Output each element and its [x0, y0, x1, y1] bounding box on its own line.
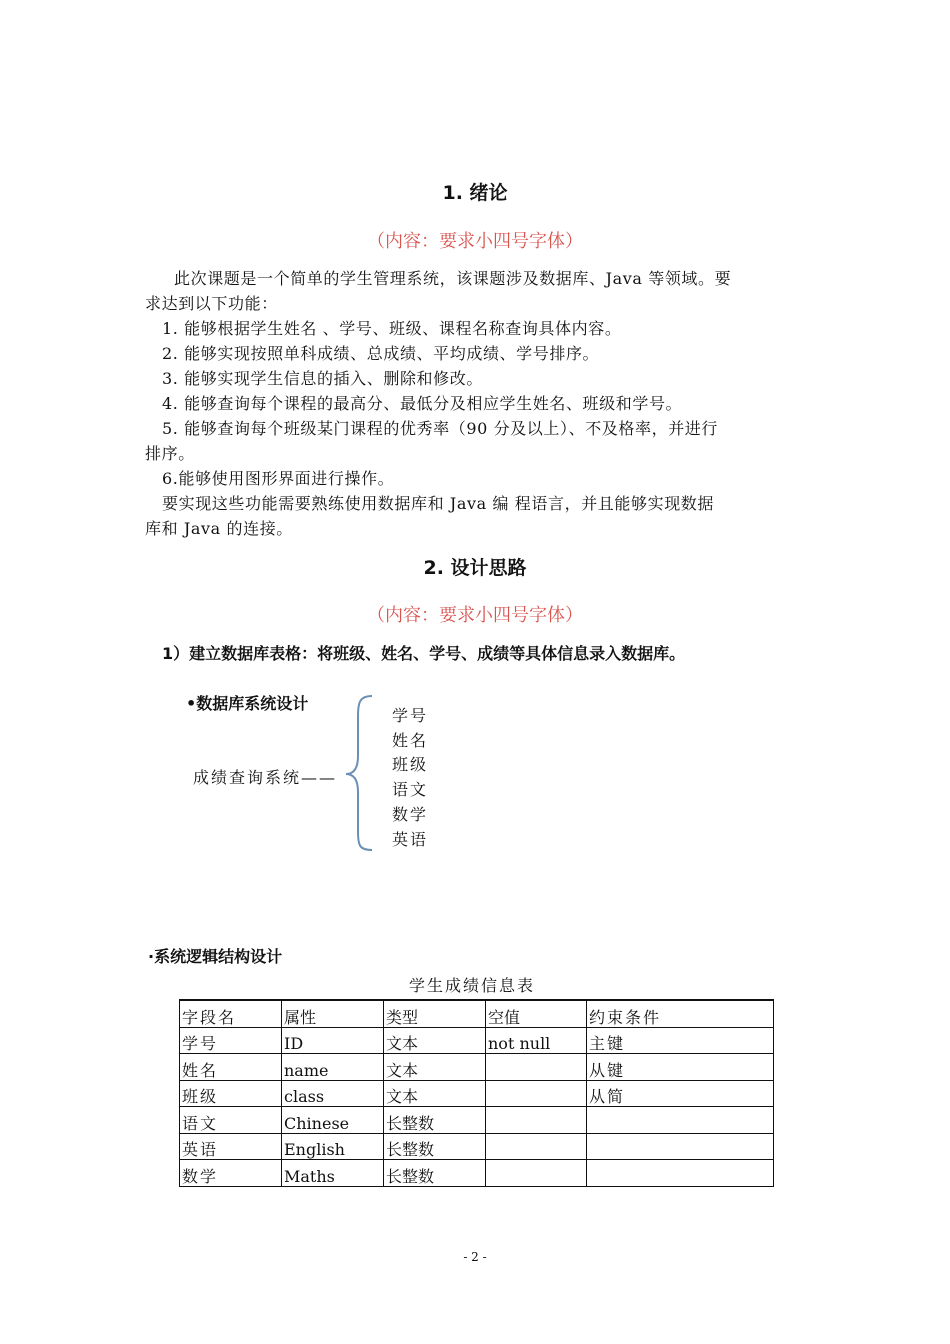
logic-structure-title: ·系统逻辑结构设计	[148, 947, 283, 966]
db-design-title: •数据库系统设计	[186, 694, 309, 713]
table-cell: 班级	[180, 1080, 282, 1107]
section-1-heading: 1. 绪论	[442, 182, 508, 204]
feature-item-4: 4. 能够查询每个课程的最高分、最低分及相应学生姓名、班级和学号。	[162, 394, 683, 413]
table-header-cell: 类型	[384, 1000, 486, 1027]
table-row	[180, 1027, 774, 1054]
section-2-font-note: （内容：要求小四号字体）	[367, 605, 583, 626]
curly-brace-icon	[340, 690, 380, 855]
outro-line-2: 库和 Java 的连接。	[145, 519, 293, 538]
table-caption: 学生成绩信息表	[409, 976, 536, 995]
table-header-cell: 空值	[486, 1000, 587, 1027]
table-cell: 从键	[587, 1054, 774, 1081]
table-row	[180, 1107, 774, 1134]
table-cell	[486, 1160, 587, 1187]
table-header-row	[180, 1000, 774, 1027]
table-cell: 文本	[384, 1080, 486, 1107]
section-2-heading: 2. 设计思路	[423, 557, 527, 579]
feature-item-1: 1. 能够根据学生姓名 、学号、班级、课程名称查询具体内容。	[162, 319, 622, 338]
table-cell: 主键	[587, 1027, 774, 1054]
feature-item-3: 3. 能够实现学生信息的插入、删除和修改。	[162, 369, 483, 388]
table-cell: 文本	[384, 1027, 486, 1054]
feature-item-2: 2. 能够实现按照单科成绩、总成绩、平均成绩、学号排序。	[162, 344, 600, 363]
tree-item-name: 姓名	[392, 731, 429, 750]
table-cell	[486, 1054, 587, 1081]
table-cell: ID	[282, 1027, 384, 1054]
tree-item-english: 英语	[392, 830, 429, 849]
table-cell	[587, 1160, 774, 1187]
table-cell	[486, 1080, 587, 1107]
table-cell: Chinese	[282, 1107, 384, 1134]
feature-item-5: 5. 能够查询每个班级某门课程的优秀率（90 分及以上）、不及格率，并进行	[162, 419, 718, 438]
outro-line-1: 要实现这些功能需要熟练使用数据库和 Java 编 程语言，并且能够实现数据	[162, 494, 714, 513]
table-cell	[486, 1133, 587, 1160]
table-cell: not null	[486, 1027, 587, 1054]
table-header-cell: 属性	[282, 1000, 384, 1027]
table-cell: 文本	[384, 1054, 486, 1081]
table-cell: 语文	[180, 1107, 282, 1134]
student-score-table	[179, 999, 774, 1187]
table-cell: 长整数	[384, 1133, 486, 1160]
table-row	[180, 1133, 774, 1160]
table-cell: English	[282, 1133, 384, 1160]
table-row	[180, 1080, 774, 1107]
table-cell: 姓名	[180, 1054, 282, 1081]
table-row	[180, 1054, 774, 1081]
feature-item-5-continued: 排序。	[145, 444, 195, 463]
table-cell: 从简	[587, 1080, 774, 1107]
table-cell	[587, 1107, 774, 1134]
tree-item-class: 班级	[392, 755, 429, 774]
table-cell	[486, 1107, 587, 1134]
table-cell: 长整数	[384, 1160, 486, 1187]
table-cell: 数学	[180, 1160, 282, 1187]
table-header-cell: 约束条件	[587, 1000, 774, 1027]
feature-item-6: 6.能够使用图形界面进行操作。	[162, 469, 395, 488]
table-cell: 英语	[180, 1133, 282, 1160]
tree-item-student-id: 学号	[392, 706, 429, 725]
table-cell: name	[282, 1054, 384, 1081]
table-header-cell: 字段名	[180, 1000, 282, 1027]
tree-item-chinese: 语文	[392, 780, 429, 799]
tree-root-label: 成绩查询系统——	[193, 768, 338, 787]
table-cell: class	[282, 1080, 384, 1107]
step-1-text: 1）建立数据库表格：将班级、姓名、学号、成绩等具体信息录入数据库。	[162, 644, 686, 663]
section-1-font-note: （内容：要求小四号字体）	[367, 231, 583, 252]
page-number: - 2 -	[463, 1250, 487, 1264]
table-cell: 长整数	[384, 1107, 486, 1134]
intro-line-2: 求达到以下功能：	[145, 294, 278, 313]
tree-item-math: 数学	[392, 805, 429, 824]
table-row	[180, 1160, 774, 1187]
table-cell	[587, 1133, 774, 1160]
intro-line-1: 此次课题是一个简单的学生管理系统，该课题涉及数据库、Java 等领域。要	[174, 269, 732, 288]
table-cell: 学号	[180, 1027, 282, 1054]
table-cell: Maths	[282, 1160, 384, 1187]
